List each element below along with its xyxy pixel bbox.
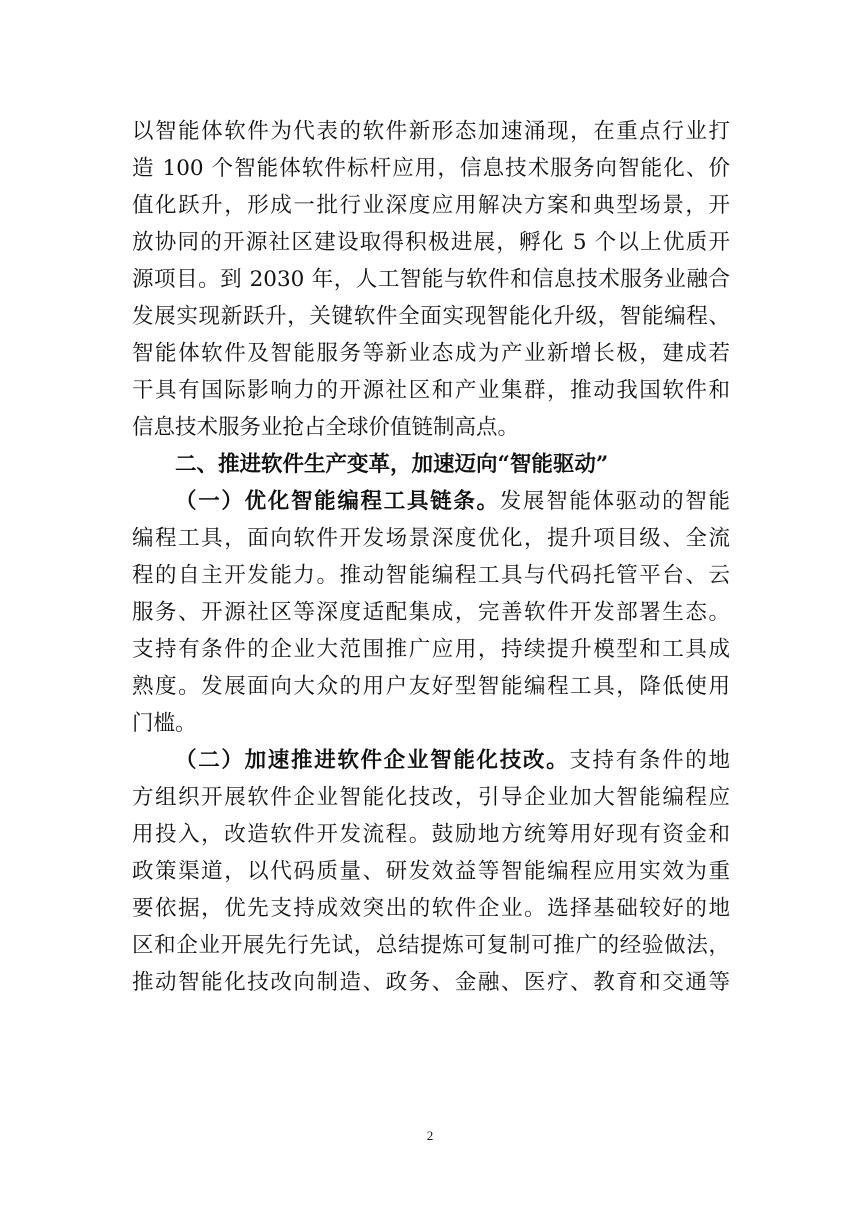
document-body <box>132 113 730 1001</box>
text-line: 以智能体软件为代表的软件新形态加速涌现，在重点行业打 <box>132 119 730 144</box>
item-optimize-coding-toolchain <box>132 483 730 742</box>
text-line: 源项目。到 2030 年，人工智能与软件和信息技术服务业融合 <box>132 267 730 292</box>
text-line: 门槛。 <box>132 711 197 736</box>
text-line <box>132 483 730 520</box>
paragraph-goals <box>132 113 730 446</box>
item-accelerate-intelligent-upgrade <box>132 742 730 1001</box>
text-line: 推动智能化技改向制造、政务、金融、医疗、教育和交通等 <box>132 970 730 995</box>
text-line: 区和企业开展先行先试，总结提炼可复制可推广的经验做法， <box>132 933 730 958</box>
item-first-line-text: 支持有条件的地 <box>569 748 730 773</box>
text-line: 干具有国际影响力的开源社区和产业集群，推动我国软件和 <box>132 378 730 403</box>
text-line: 方组织开展软件企业智能化技改，引导企业加大智能编程应 <box>132 785 730 810</box>
text-line: 智能体软件及智能服务等新业态成为产业新增长极，建成若 <box>132 341 730 366</box>
text-line: 服务、开源社区等深度适配集成，完善软件开发部署生态。 <box>132 600 730 625</box>
text-line: 放协同的开源社区建设取得积极进展，孵化 5 个以上优质开 <box>132 230 730 255</box>
item-title: （一）优化智能编程工具链条。 <box>175 489 500 514</box>
item-title: （二）加速推进软件企业智能化技改。 <box>175 748 570 773</box>
text-line: 造 100 个智能体软件标杆应用，信息技术服务向智能化、价 <box>132 156 730 181</box>
text-line: 程的自主开发能力。推动智能编程工具与代码托管平台、云 <box>132 563 730 588</box>
text-line: 熟度。发展面向大众的用户友好型智能编程工具，降低使用 <box>132 674 730 699</box>
text-line: 用投入，改造软件开发流程。鼓励地方统筹用好现有资金和 <box>132 822 730 847</box>
text-line: 信息技术服务业抢占全球价值链制高点。 <box>132 415 520 440</box>
text-line: 支持有条件的企业大范围推广应用，持续提升模型和工具成 <box>132 637 730 662</box>
text-line: 编程工具，面向软件开发场景深度优化，提升项目级、全流 <box>132 526 730 551</box>
page-number: 2 <box>426 1128 434 1143</box>
text-line <box>132 742 730 779</box>
text-line: 值化跃升，形成一批行业深度应用解决方案和典型场景，开 <box>132 193 730 218</box>
item-first-line-text: 发展智能体驱动的智能 <box>499 489 730 514</box>
text-line: 发展实现新跃升，关键软件全面实现智能化升级，智能编程、 <box>132 304 730 329</box>
section-heading: 二、推进软件生产变革，加速迈向“智能驱动” <box>175 452 609 477</box>
text-line: 要依据，优先支持成效突出的软件企业。选择基础较好的地 <box>132 896 730 921</box>
text-line: 政策渠道，以代码质量、研发效益等智能编程应用实效为重 <box>132 859 730 884</box>
